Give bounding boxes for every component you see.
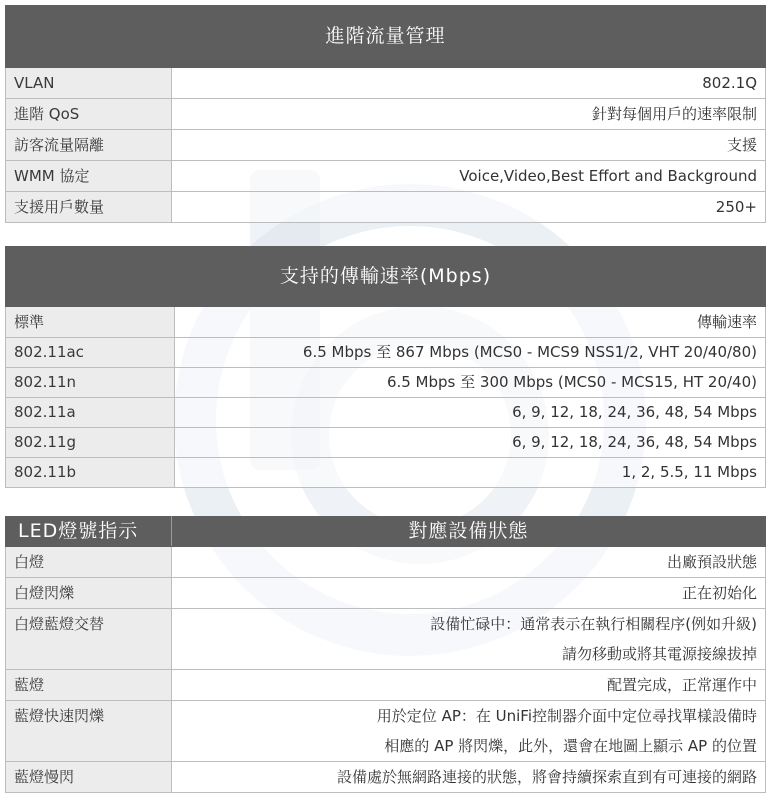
row-value: Voice,Video,Best Effort and Background xyxy=(171,161,765,192)
table-row xyxy=(6,192,766,223)
led-status-line: 設備處於無網路連接的狀態，將會持續探索直到有可連接的網路 xyxy=(336,768,757,786)
led-column-title: LED燈號指示 xyxy=(6,517,172,547)
led-label: 白燈閃爍 xyxy=(6,578,172,609)
table-row xyxy=(6,68,766,99)
row-value: 6, 9, 12, 18, 24, 36, 48, 54 Mbps xyxy=(174,398,765,428)
led-status xyxy=(171,701,765,762)
table-row xyxy=(6,578,766,609)
row-label: 支援用戶數量 xyxy=(6,192,172,223)
data-rates-title: 支持的傳輸速率(Mbps) xyxy=(6,247,766,307)
column-header-standard: 標準 xyxy=(6,307,175,338)
row-value: 1, 2, 5.5, 11 Mbps xyxy=(174,458,765,488)
table-row xyxy=(6,762,766,793)
led-status-line: 正在初始化 xyxy=(681,584,757,602)
led-status-table xyxy=(5,516,766,793)
row-value: 6, 9, 12, 18, 24, 36, 48, 54 Mbps xyxy=(174,428,765,458)
led-label: 白燈藍燈交替 xyxy=(6,609,172,670)
led-status xyxy=(171,670,765,701)
row-value: 802.1Q xyxy=(171,68,765,99)
traffic-management-title: 進階流量管理 xyxy=(6,6,766,68)
row-label: WMM 協定 xyxy=(6,161,172,192)
traffic-management-table xyxy=(5,5,766,223)
led-status xyxy=(171,578,765,609)
data-rates-table xyxy=(5,246,766,488)
table-row xyxy=(6,338,766,368)
row-value: 6.5 Mbps 至 300 Mbps (MCS0 - MCS15, HT 20/40) xyxy=(174,368,765,398)
row-value: 250+ xyxy=(171,192,765,223)
table-row xyxy=(6,670,766,701)
table-row xyxy=(6,547,766,578)
table-row xyxy=(6,307,766,338)
table-row xyxy=(6,99,766,130)
table-row xyxy=(6,701,766,762)
led-label: 藍燈快速閃爍 xyxy=(6,701,172,762)
led-status-line: 出廠預設狀態 xyxy=(666,553,757,571)
led-label: 藍燈慢閃 xyxy=(6,762,172,793)
led-label: 藍燈 xyxy=(6,670,172,701)
row-label: 802.11ac xyxy=(6,338,175,368)
led-status-line: 用於定位 AP：在 UniFi控制器介面中定位尋找單樣設備時 xyxy=(376,707,757,725)
led-label: 白燈 xyxy=(6,547,172,578)
table-row xyxy=(6,458,766,488)
row-label: 802.11g xyxy=(6,428,175,458)
table-row xyxy=(6,130,766,161)
table-row xyxy=(6,428,766,458)
led-status xyxy=(171,547,765,578)
row-label: VLAN xyxy=(6,68,172,99)
table-row xyxy=(6,398,766,428)
led-status-line: 設備忙碌中：通常表示在執行相關程序(例如升級) xyxy=(430,615,757,633)
row-label: 802.11a xyxy=(6,398,175,428)
row-value: 支援 xyxy=(171,130,765,161)
led-status-line: 請勿移動或將其電源接線拔掉 xyxy=(561,645,757,663)
led-status-line: 配置完成，正常運作中 xyxy=(606,676,757,694)
table-row xyxy=(6,609,766,670)
row-value: 針對每個用戶的速率限制 xyxy=(171,99,765,130)
status-column-title: 對應設備狀態 xyxy=(171,517,765,547)
table-row xyxy=(6,161,766,192)
row-label: 進階 QoS xyxy=(6,99,172,130)
table-row xyxy=(6,368,766,398)
led-status xyxy=(171,609,765,670)
row-label: 802.11n xyxy=(6,368,175,398)
column-header-rate: 傳輸速率 xyxy=(174,307,765,338)
led-status xyxy=(171,762,765,793)
row-value: 6.5 Mbps 至 867 Mbps (MCS0 - MCS9 NSS1/2, VHT 20/40/80) xyxy=(174,338,765,368)
row-label: 訪客流量隔離 xyxy=(6,130,172,161)
led-status-line: 相應的 AP 將閃爍，此外，還會在地圖上顯示 AP 的位置 xyxy=(384,737,757,755)
row-label: 802.11b xyxy=(6,458,175,488)
